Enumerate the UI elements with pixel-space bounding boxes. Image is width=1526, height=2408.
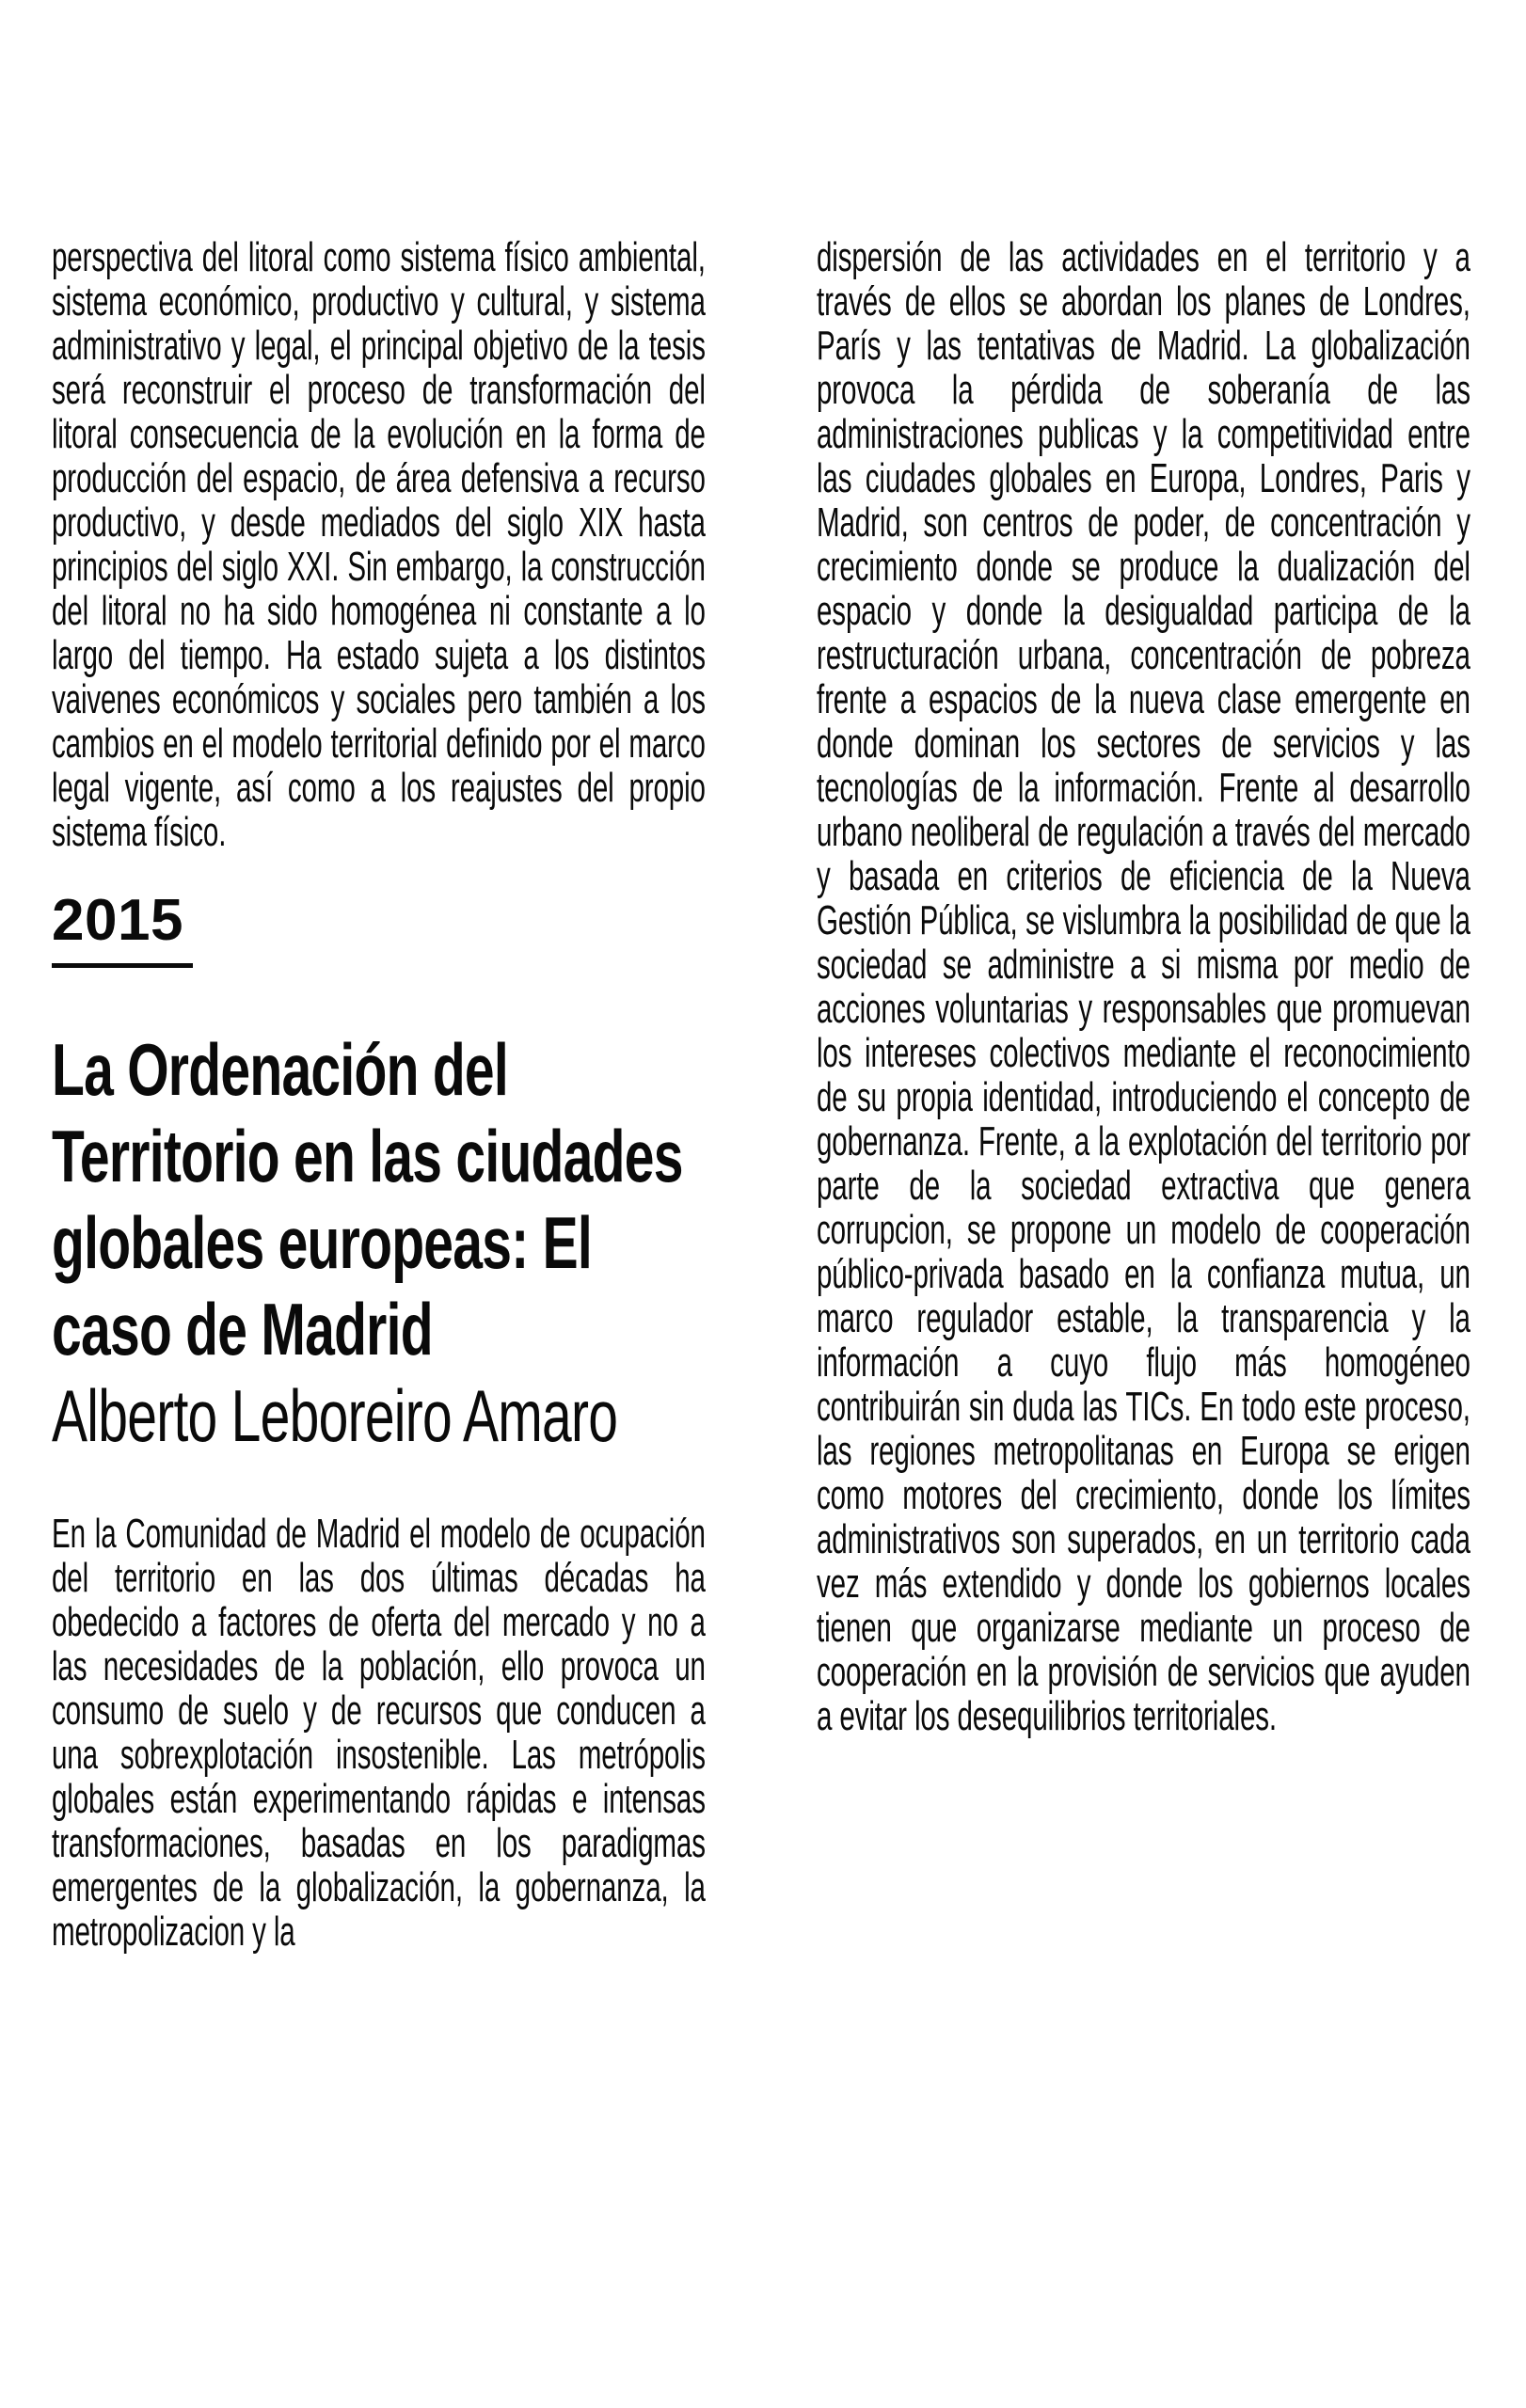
abstract-paragraph: En la Comunidad de Madrid el modelo de ocupación del territorio en las dos últimas décadas ha obedecido a factores de oferta del mercado y no a las necesidades de la población, ello provoca un consumo de suelo y de recursos que conducen a una sobrexplotación insostenible. Las metrópolis globales están experimentando rápidas e intensas transformaciones, basadas en los paradigmas emergentes de la globalización, la gobernanza, la metropolizacion y la (52, 1511, 706, 1955)
continuation-paragraph: perspectiva del litoral como sistema físico ambiental, sistema económico, productivo y cultural, y sistema administrativo y legal, el principal objetivo de la tesis será reconstruir el proceso de transformación del litoral consecuencia de la evolución en la forma de producción del espacio, de área defensiva a recurso productivo, y desde mediados del siglo XIX hasta principios del siglo XXI. Sin embargo, la construcción del litoral no ha sido homogénea ni constante a lo largo del tiempo. Ha estado sujeta a los distintos vaivenes económicos y sociales pero también a los cambios en el modelo territorial definido por el marco legal vigente, así como a los reajustes del propio sistema físico. (52, 234, 706, 855)
year-heading (52, 888, 706, 968)
left-column (52, 235, 706, 1954)
entry-title: La Ordenación del Territorio en las ciudades globales europeas: El caso de Madrid (52, 1028, 683, 1370)
year-heading-text: 2015 (52, 892, 193, 968)
entry-author: Alberto Leboreiro Amaro (52, 1374, 618, 1457)
abstract-continuation-paragraph: dispersión de las actividades en el territorio y a través de ellos se abordan los planes de Londres, París y las tentativas de Madrid. La globalización provoca la pérdida de soberanía de las administraciones publicas y la competitividad entre las ciudades globales en Europa, Londres, Paris y Madrid, son centros de poder, de concentración y crecimiento donde se produce la dualización del espacio y donde la desigualdad participa de la restructuración urbana, concentración de pobreza frente a espacios de la nueva clase emergente en donde dominan los sectores de servicios y las tecnologías de la información. Frente al desarrollo urbano neoliberal de regulación a través del mercado y basada en criterios de eficiencia de la Nueva Gestión Pública, se vislumbra la posibilidad de que la sociedad se administre a si misma por medio de acciones voluntarias y responsables que promuevan los intereses colectivos mediante el reconocimiento de su propia identidad, introduciendo el concepto de gobernanza. Frente, a la explotación del territorio por parte de la sociedad extractiva que genera corrupcion, se propone un modelo de cooperación público-privada basado en la confianza mutua, un marco regulador estable, la transparencia y la información a cuyo flujo más homogéneo contribuirán sin duda las TICs. En todo este proceso, las regiones metropolitanas en Europa se erigen como motores del crecimiento, donde los límites administrativos son superados, en un territorio cada vez más extendido y donde los gobiernos locales tienen que organizarse mediante un proceso de cooperación en la provisión de servicios que ayuden a evitar los desequilibrios territoriales. (817, 234, 1470, 1739)
two-column-layout (52, 235, 1468, 1954)
right-column (817, 235, 1468, 1738)
